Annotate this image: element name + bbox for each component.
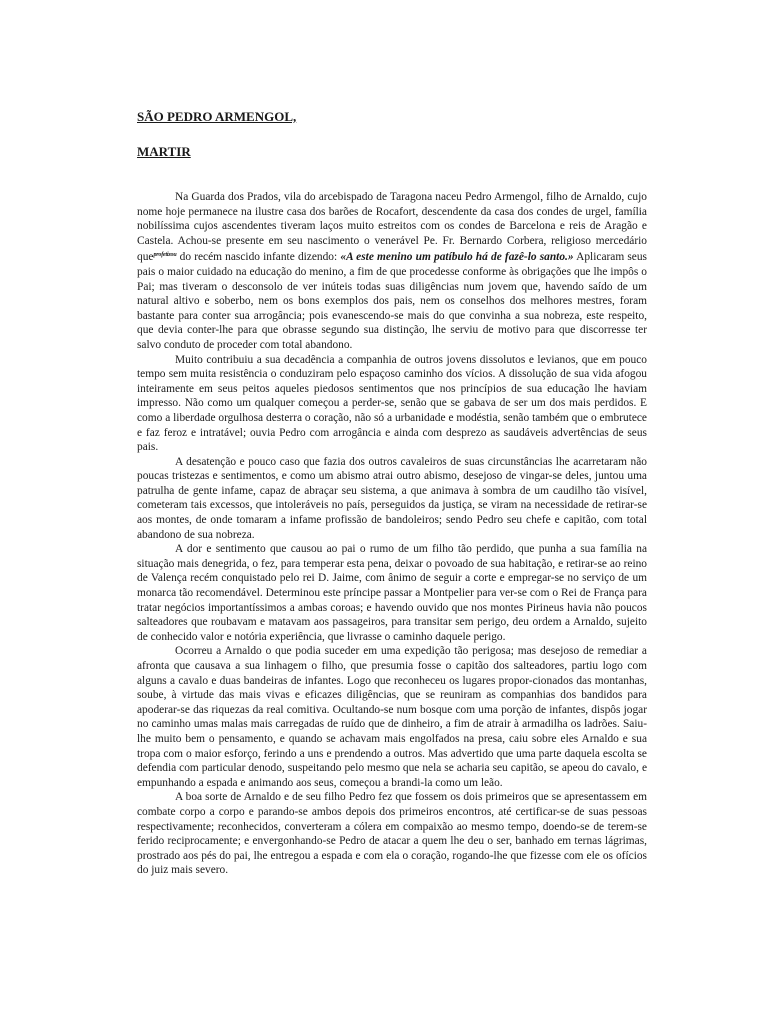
document-subtitle: MARTIR <box>137 144 191 159</box>
paragraph <box>137 790 647 878</box>
paragraph-text: Ocorreu a Arnaldo o que podia suceder em uma expedição tão perigosa; mas desejoso de remediar a afronta que causava a sua linhagem o filho, que presumia fosse o capitão dos salteadores, partiu logo com alguns a cavalo e duas bandeiras de infantes. Logo que reconheceu os lugares propor-cionados das montanhas, soube, à virtude das mais vivas e eficazes diligências, que se reuniram as companhias dos bandidos para apoderar-se das riquezas da real comitiva. Ocultando-se num bosque com uma porção de infantes, dispôs jogar no caminho umas malas mais carregadas de ruído que de dinheiro, a fim de atrair à armadilha os ladrões. Saiu-lhe muito bem o pensamento, e quando se achavam mais engolfados na presa, caiu sobre eles Arnaldo e sua tropa com o maior esforço, ferindo a uns e prendendo a outros. Mas advertido que uma parte daquela escolta se defendia com particular denodo, suspeitando pelo mesmo que nela se acharia seu capitão, se apeou do cavalo, e empunhando a espada e animando aos seus, começou a brandi-la como um leão. <box>137 645 647 789</box>
paragraph <box>137 542 647 644</box>
document-title: SÃO PEDRO ARMENGOL, <box>137 109 297 124</box>
paragraph-text: A desatenção e pouco caso que fazia dos outros cavaleiros de suas circunstâncias lhe acarretaram não poucas tristezas e sentimentos, e como um abismo atrai outro abismo, desejoso de vingar-se deles, juntou uma patrulha de gente infame, capaz de abraçar seu sistema, a que animava à sombra de um caudilho tão visível, cometeram tais excessos, que intoleráveis no país, perseguidos da justiça, se viram na necessidade de retirar-se aos montes, de onde tomaram a infame profissão de bandoleiros; sendo Pedro seu chefe e capitão, com total abandono de sua nobreza. <box>137 455 647 541</box>
superscript-note: profetizou <box>153 252 177 259</box>
paragraph <box>137 455 647 543</box>
paragraph-text: A boa sorte de Arnaldo e de seu filho Pedro fez que fossem os dois primeiros que se apresentassem em combate corpo a corpo e parando-se ambos depois dos primeiros encontros, até certificar-se de suas pessoas respectivamente; reconhecidos, converteram a cólera em compaixão ao mesmo tempo, doendo-se de terem-se ferido reciprocamente; e envergonhando-se Pedro de atacar a quem lhe deu o ser, banhado em ternas lágrimas, prostrado aos pés do pai, lhe entregou a espada e com ela o coração, rogando-lhe que fizesse com ele os ofícios do juiz mais severo. <box>137 791 647 877</box>
paragraph-text: do recém nascido infante dizendo: <box>176 251 341 264</box>
paragraph-text: Muito contribuiu a sua decadência a companhia de outros jovens dissolutos e levianos, que em pouco tempo sem muita resistência o conduziram pelo espaçoso caminho dos vícios. A dissolução de sua vida afogou inteiramente em seus peitos aqueles piedosos sentimentos que nos princípios de sua educação lhe haviam impresso. Não como um qualquer começou a perder-se, senão que se gabava de ser um dos mais perdidos. E como a liberdade orgulhosa desterra o coração, não só a urbanidade e modéstia, senão também que o embrutece e faz feroz e intratável; ouvia Pedro com arrogância e ainda com desprezo as saudáveis advertências de seus pais. <box>137 353 647 454</box>
paragraph <box>137 353 647 455</box>
paragraph-text: Aplicaram seus pais o maior cuidado na educação do menino, a fim de que procedesse conforme às obrigações que lhe impôs o Pai; mas tiveram o desconsolo de ver inúteis todas suas diligências num jovem que, havendo saído de um natural altivo e soberbo, nem os bons exemplos dos pais, nem os conselhos dos melhores mestres, foram bastante para conter sua arrogância; pois evanescendo-se mais do que convinha a sua nobreza, este respeito, que devia conter-lhe para que obrasse segundo sua distinção, lhe serviu de motivo para que discorresse ter salvo conduto de proceder com total abandono. <box>137 251 647 351</box>
prophecy-quote: «A este menino um patíbulo há de fazê-lo santo.» <box>340 251 574 264</box>
paragraph <box>137 644 647 790</box>
paragraph <box>137 190 647 353</box>
document-body <box>137 190 647 878</box>
paragraph-text: A dor e sentimento que causou ao pai o rumo de um filho tão perdido, que punha a sua família na situação mais denegrida, o fez, para temperar esta pena, deixar o povoado de sua habitação, e retirar-se ao reino de Valença recém conquistado pelo rei D. Jaime, com ânimo de seguir a corte e empregar-se no serviço de um monarca tão recomendável. Determinou este príncipe passar a Montpelier para ver-se com o Rei de França para tratar negócios importantíssimos a ambas coroas; e havendo ouvido que nos montes Pirineus havia não poucos salteadores que roubavam e matavam aos passageiros, para transitar sem perigo, deu ordem a Arnaldo, sujeito de conhecido valor e notória experiência, que livrasse o caminho daquele perigo. <box>137 543 647 643</box>
paragraph-text: Na Guarda dos Prados, vila do arcebispado de Taragona naceu Pedro Armengol, filho de Arnaldo, cujo nome hoje permanece na ilustre casa dos barões de Rocafort, descendente da casa dos condes de urgel, família nobilíssima cujos ascendentes tiveram laços muito estreitos com os condes de Barcelona e reis de Aragão e Castela. Achou-se presente em seu nascimento o venerável Pe. Fr. Bernardo Corbera, religioso mercedário que <box>137 191 647 264</box>
